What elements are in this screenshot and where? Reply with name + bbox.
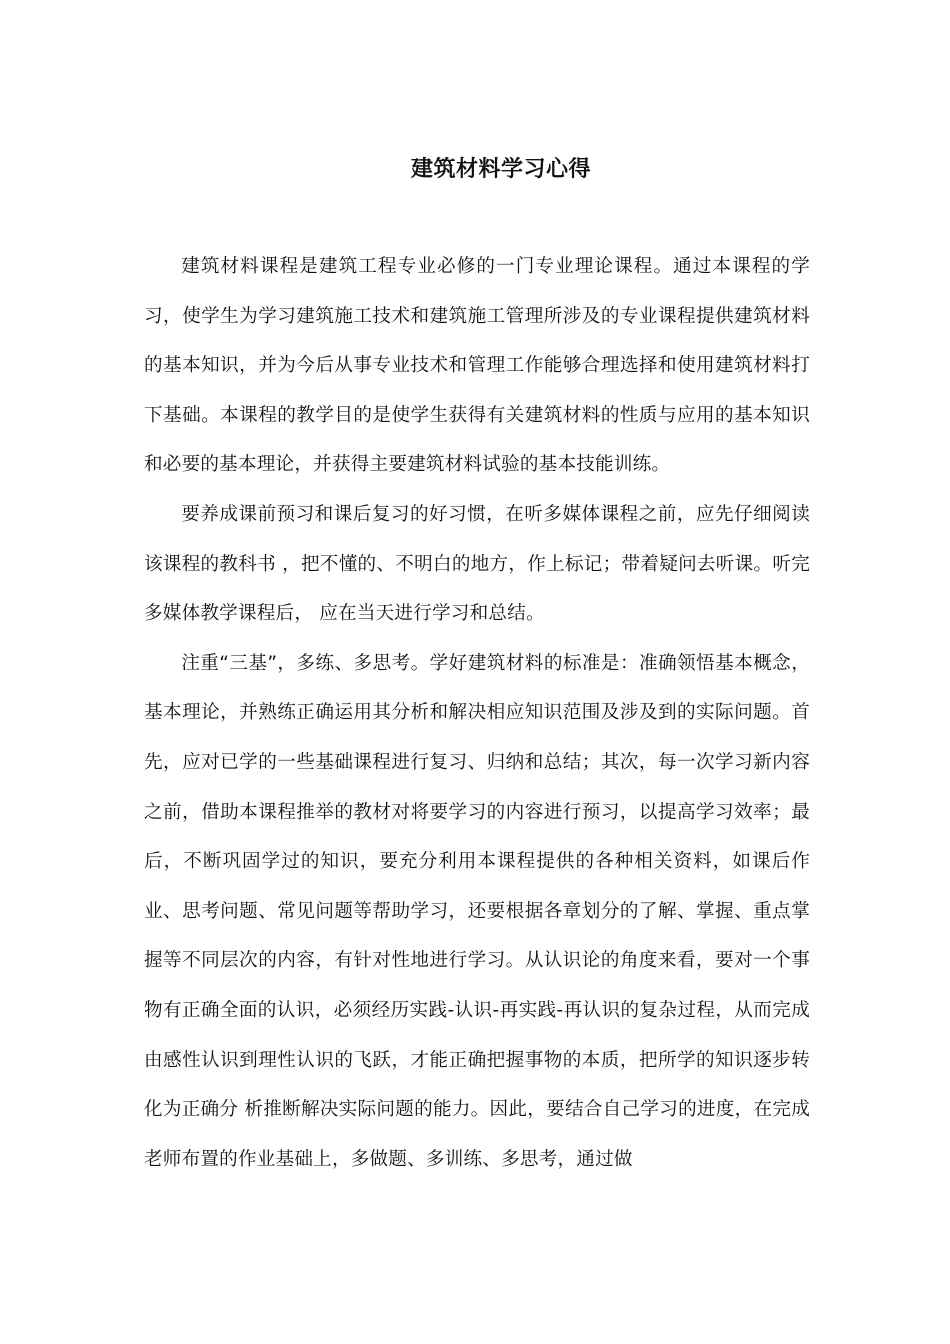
paragraph-study-habits: 要养成课前预习和课后复习的好习惯，在听多媒体课程之前，应先仔细阅读该课程的教科书 ，把不懂的、不明白的地方，作上标记；带着疑问去听课。听完多媒体教学课程后， 应在当天进行学习和总结。 [144,503,810,625]
paragraph-three-basics: 注重“三基”，多练、多思考。学好建筑材料的标准是：准确领悟基本概念，基本理论，并熟练正确运用其分析和解决相应知识范围及涉及到的实际问题。首先，应对已学的一些基础课程进行复习、归纳和总结；其次，每一次学习新内容之前，借助本课程推举的教材对将要学习的内容进行预习，以提高学习效率；最后，不断巩固学过的知识，要充分利用本课程提供的各种相关资料，如课后作业、思考问题、常见问题等帮助学习，还要根据各章划分的了解、掌握、重点掌握等不同层次的内容，有针对性地进行学习。从认识论的角度来看，要对一个事物有正确全面的认识，必须经历实践-认识-再实践-再认识的复杂过程，从而完成由感性认识到理性认识的飞跃，才能正确把握事物的本质，把所学的知识逐步转化为正确分 析推断解决实际问题的能力。因此，要结合自己学习的进度，在完成老师布置的作业基础上，多做题、多训练、多思考，通过做 [144,652,810,1170]
document-body [144,242,810,1184]
document-title: 建筑材料学习心得 [410,157,591,182]
paragraph-course-intro: 建筑材料课程是建筑工程专业必修的一门专业理论课程。通过本课程的学习，使学生为学习建筑施工技术和建筑施工管理所涉及的专业课程提供建筑材料的基本知识，并为今后从事专业技术和管理工作能够合理选择和使用建筑材料打下基础。本课程的教学目的是使学生获得有关建筑材料的性质与应用的基本知识和必要的基本理论，并获得主要建筑材料试验的基本技能训练。 [144,256,810,476]
